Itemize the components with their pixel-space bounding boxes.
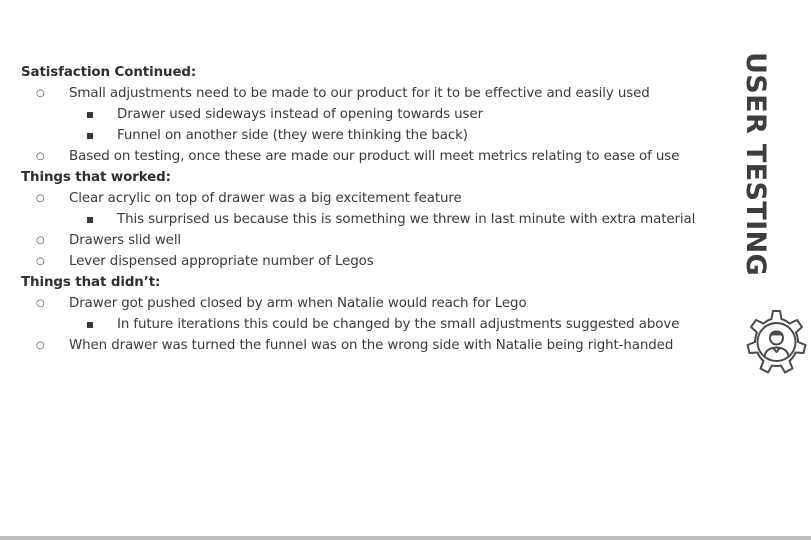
sub-bullet-text: This surprised us because this is something we threw in last minute with extra material bbox=[117, 212, 696, 227]
hollow-circle-bullet-icon: ○ bbox=[36, 235, 45, 246]
bullet-text: When drawer was turned the funnel was on the wrong side with Natalie being right-handed bbox=[69, 338, 674, 353]
square-bullet-icon bbox=[87, 322, 93, 328]
section-heading: Satisfaction Continued: bbox=[21, 65, 197, 80]
slide-content bbox=[21, 62, 721, 356]
bullet-text: Lever dispensed appropriate number of Legos bbox=[69, 254, 374, 269]
bullet-item bbox=[21, 230, 721, 251]
bullet-item bbox=[21, 146, 721, 167]
bullet-text: Based on testing, once these are made our product will meet metrics relating to ease of use bbox=[69, 149, 680, 164]
side-title-svg bbox=[740, 50, 799, 278]
square-bullet-icon bbox=[87, 133, 93, 139]
bullet-item bbox=[21, 83, 721, 104]
bullet-text: Small adjustments need to be made to our product for it to be effective and easily used bbox=[69, 86, 650, 101]
hollow-circle-bullet-icon: ○ bbox=[36, 151, 45, 162]
sub-bullet-text: Funnel on another side (they were thinking the back) bbox=[117, 128, 468, 143]
bottom-divider bbox=[0, 536, 811, 540]
sub-bullet-text: Drawer used sideways instead of opening towards user bbox=[117, 107, 483, 122]
hollow-circle-bullet-icon: ○ bbox=[36, 340, 45, 351]
hollow-circle-bullet-icon: ○ bbox=[36, 193, 45, 204]
hollow-circle-bullet-icon: ○ bbox=[36, 88, 45, 99]
bullet-item bbox=[21, 188, 721, 209]
square-bullet-icon bbox=[87, 217, 93, 223]
bullet-text: Drawer got pushed closed by arm when Natalie would reach for Lego bbox=[69, 296, 527, 311]
bullet-text: Clear acrylic on top of drawer was a big excitement feature bbox=[69, 191, 462, 206]
section-heading: Things that didn’t: bbox=[21, 275, 161, 290]
hollow-circle-bullet-icon: ○ bbox=[36, 298, 45, 309]
sub-bullet-item bbox=[21, 314, 721, 335]
bullet-item bbox=[21, 251, 721, 272]
square-bullet-icon bbox=[87, 112, 93, 118]
bullet-item bbox=[21, 293, 721, 314]
bullet-item bbox=[21, 335, 721, 356]
sub-bullet-text: In future iterations this could be changed by the small adjustments suggested above bbox=[117, 317, 680, 332]
hollow-circle-bullet-icon: ○ bbox=[36, 256, 45, 267]
sub-bullet-item bbox=[21, 104, 721, 125]
bullet-text: Drawers slid well bbox=[69, 233, 182, 248]
section-heading: Things that worked: bbox=[21, 170, 171, 185]
side-title-text: USER TESTING bbox=[740, 52, 771, 276]
sub-bullet-item bbox=[21, 125, 721, 146]
side-title bbox=[740, 50, 799, 278]
sub-bullet-item bbox=[21, 209, 721, 230]
user-gear-icon bbox=[742, 304, 811, 380]
